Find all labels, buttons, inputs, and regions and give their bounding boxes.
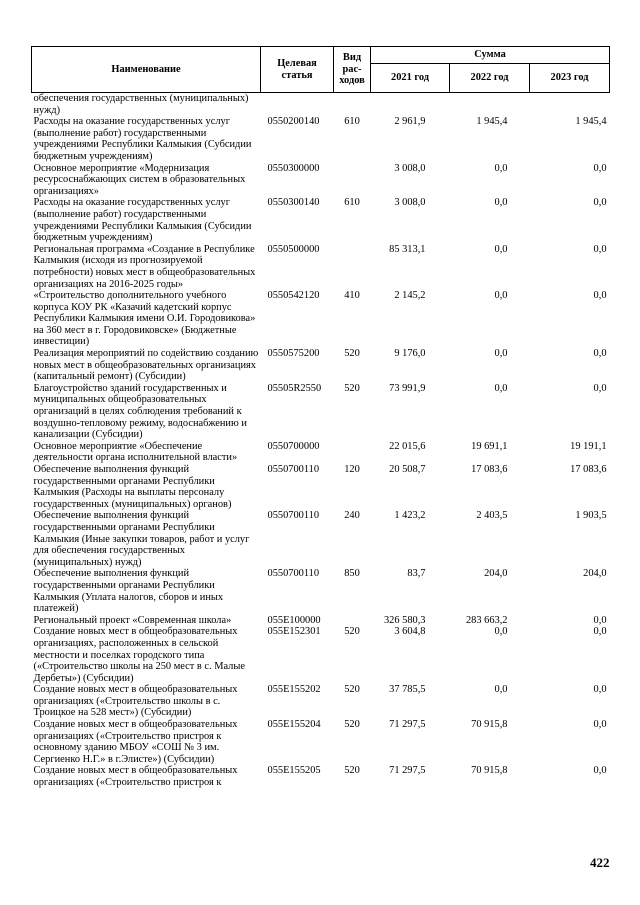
row-target-article: 055E155204 bbox=[267, 719, 321, 731]
table-row bbox=[32, 510, 610, 568]
row-sum-2023: 0,0 bbox=[593, 197, 607, 209]
row-sum-2021 bbox=[371, 93, 450, 117]
row-expense-type bbox=[334, 441, 371, 464]
row-sum-2022: 0,0 bbox=[494, 197, 508, 209]
table-row bbox=[32, 441, 610, 464]
row-name: обеспечения государственных (муниципальных) нужд) bbox=[33, 93, 249, 116]
row-sum-2023: 1 903,5 bbox=[575, 510, 607, 522]
table-row bbox=[32, 464, 610, 510]
row-sum-2022: 2 403,5 bbox=[476, 510, 508, 522]
row-target-article: 0550575200 bbox=[267, 348, 320, 360]
row-name: Обеспечение выполнения функций государственными органами Республики Калмыкия (Расходы на выплаты персоналу государственных (муниципальных) органов) bbox=[33, 464, 232, 510]
row-sum-2021: 71 297,5 bbox=[389, 765, 426, 777]
row-name: Создание новых мест в общеобразовательных организациях («Строительство пристроя к bbox=[33, 765, 238, 789]
header-year-2022: 2022 год bbox=[450, 64, 530, 93]
table-row bbox=[32, 290, 610, 348]
row-target-article: 055E152301 bbox=[267, 626, 321, 638]
table-row bbox=[32, 163, 610, 198]
table-row bbox=[32, 626, 610, 684]
row-name: Обеспечение выполнения функций государственными органами Республики Калмыкия (Уплата налогов, сборов и иных платежей) bbox=[33, 568, 224, 615]
row-expense-type: 240 bbox=[344, 510, 360, 522]
row-sum-2023: 0,0 bbox=[593, 162, 607, 174]
row-expense-type: 520 bbox=[344, 626, 360, 638]
table-row bbox=[32, 684, 610, 719]
row-name: Обеспечение выполнения функций государственными органами Республики Калмыкия (Иные закупки товаров, работ и услуг для обеспечения государственных (муниципальных) нужд) bbox=[33, 510, 250, 568]
row-target-article bbox=[261, 93, 334, 117]
row-expense-type: 610 bbox=[344, 197, 360, 209]
row-sum-2022: 70 915,8 bbox=[471, 765, 508, 777]
row-expense-type: 410 bbox=[344, 290, 360, 302]
row-expense-type: 520 bbox=[344, 684, 360, 696]
header-expense-type: Вид рас-ходов bbox=[334, 47, 371, 93]
row-expense-type bbox=[334, 615, 371, 627]
row-name: Основное мероприятие «Обеспечение деятельности органа исполнительной власти» bbox=[33, 440, 238, 464]
row-name: Региональный проект «Современная школа» bbox=[33, 614, 232, 626]
table-row bbox=[32, 383, 610, 441]
row-sum-2021: 1 423,2 bbox=[394, 510, 426, 522]
row-sum-2022: 0,0 bbox=[494, 382, 508, 394]
row-target-article: 0550700110 bbox=[267, 568, 320, 580]
row-sum-2022: 0,0 bbox=[494, 243, 508, 255]
table-row bbox=[32, 568, 610, 614]
row-expense-type bbox=[334, 163, 371, 198]
row-target-article: 055E155202 bbox=[267, 684, 321, 696]
table-body bbox=[32, 93, 610, 789]
row-expense-type: 520 bbox=[344, 348, 360, 360]
row-sum-2022: 204,0 bbox=[484, 568, 508, 580]
row-name: Основное мероприятие «Модернизация ресурсоснабжающих систем в образовательных организациях» bbox=[33, 162, 246, 197]
row-target-article: 0550542120 bbox=[267, 290, 320, 302]
row-sum-2021: 326 580,3 bbox=[383, 614, 426, 626]
row-name: «Строительство дополнительного учебного корпуса КОУ РК «Казачий кадетский корпус Республики Калмыкия имени О.И. Городовикова» на 360 мест в г. Городовиковске» (Бюджетные инвестиции) bbox=[33, 290, 256, 348]
row-name: Региональная программа «Создание в Республике Калмыкия (исходя из прогнозируемой потребности) новых мест в общеобразовательных организациях на 2016-2025 годы» bbox=[33, 243, 256, 290]
table-header bbox=[32, 47, 610, 93]
row-sum-2023: 0,0 bbox=[593, 614, 607, 626]
row-sum-2022: 0,0 bbox=[494, 162, 508, 174]
table-row bbox=[32, 348, 610, 383]
row-expense-type: 520 bbox=[344, 719, 360, 731]
row-target-article: 0550700000 bbox=[267, 440, 320, 452]
row-target-article: 05505R2550 bbox=[267, 382, 322, 394]
row-sum-2023: 0,0 bbox=[593, 243, 607, 255]
row-sum-2021: 20 508,7 bbox=[389, 464, 426, 475]
header-year-2021: 2021 год bbox=[371, 64, 450, 93]
row-sum-2021: 83,7 bbox=[407, 568, 426, 580]
row-sum-2021: 3 008,0 bbox=[394, 162, 426, 174]
row-target-article: 0550300000 bbox=[267, 162, 320, 174]
header-sum: Сумма bbox=[371, 47, 610, 64]
header-name: Наименование bbox=[32, 47, 261, 93]
row-sum-2023: 17 083,6 bbox=[570, 464, 607, 475]
row-sum-2023 bbox=[530, 93, 610, 117]
row-target-article: 055E100000 bbox=[267, 614, 321, 626]
row-sum-2021: 85 313,1 bbox=[389, 243, 426, 255]
row-sum-2021: 2 961,9 bbox=[394, 116, 426, 128]
table-row bbox=[32, 615, 610, 627]
row-expense-type: 520 bbox=[344, 765, 360, 777]
row-sum-2021: 73 991,9 bbox=[389, 382, 426, 394]
row-target-article: 0550200140 bbox=[267, 116, 320, 128]
row-expense-type: 520 bbox=[344, 382, 360, 394]
row-target-article: 0550500000 bbox=[267, 243, 320, 255]
row-sum-2022: 70 915,8 bbox=[471, 719, 508, 731]
row-sum-2021: 71 297,5 bbox=[389, 719, 426, 731]
header-target-article: Целевая статья bbox=[261, 47, 334, 93]
row-sum-2023: 0,0 bbox=[593, 290, 607, 302]
row-sum-2023: 0,0 bbox=[593, 626, 607, 638]
row-sum-2022: 0,0 bbox=[494, 626, 508, 638]
row-sum-2022: 0,0 bbox=[494, 290, 508, 302]
row-sum-2021: 9 176,0 bbox=[394, 348, 426, 360]
table-row bbox=[32, 244, 610, 290]
table-row bbox=[32, 197, 610, 243]
row-sum-2023: 204,0 bbox=[583, 568, 607, 580]
row-target-article: 0550700110 bbox=[267, 464, 320, 475]
table-row bbox=[32, 93, 610, 117]
row-expense-type: 610 bbox=[344, 116, 360, 128]
row-target-article: 0550700110 bbox=[267, 510, 320, 522]
row-sum-2021: 37 785,5 bbox=[389, 684, 426, 696]
row-sum-2022: 0,0 bbox=[494, 684, 508, 696]
row-sum-2023: 19 191,1 bbox=[570, 440, 607, 452]
row-expense-type: 120 bbox=[344, 464, 360, 475]
row-target-article: 0550300140 bbox=[267, 197, 320, 209]
row-sum-2022: 19 691,1 bbox=[471, 440, 508, 452]
table-row bbox=[32, 116, 610, 162]
budget-table bbox=[31, 46, 610, 789]
row-sum-2023: 0,0 bbox=[593, 348, 607, 360]
row-target-article: 055E155205 bbox=[267, 765, 321, 777]
row-sum-2022: 17 083,6 bbox=[471, 464, 508, 475]
row-sum-2022: 0,0 bbox=[494, 348, 508, 360]
row-sum-2023: 0,0 bbox=[593, 719, 607, 731]
row-expense-type: 850 bbox=[344, 568, 360, 580]
row-sum-2023: 0,0 bbox=[593, 382, 607, 394]
table-row bbox=[32, 719, 610, 765]
table-row bbox=[32, 765, 610, 788]
row-sum-2023: 1 945,4 bbox=[575, 116, 607, 128]
row-sum-2021: 3 008,0 bbox=[394, 197, 426, 209]
row-sum-2023: 0,0 bbox=[593, 765, 607, 777]
row-sum-2022 bbox=[450, 93, 530, 117]
row-sum-2022: 1 945,4 bbox=[476, 116, 508, 128]
row-name: Реализация мероприятий по содействию созданию новых мест в общеобразовательных организациях (капитальный ремонт) (Субсидии) bbox=[33, 348, 259, 383]
budget-table-page bbox=[31, 46, 609, 789]
row-name: Создание новых мест в общеобразовательных организациях («Строительство школы в с. Троицкое на 528 мест») (Субсидии) bbox=[33, 684, 238, 719]
row-name: Создание новых мест в общеобразовательных организациях («Строительство пристроя к основному зданию МБОУ «СОШ № 3 им. Сергиенко Н.Г.» в г.Элисте») (Субсидии) bbox=[33, 719, 238, 765]
row-name: Благоустройство зданий государственных и муниципальных общеобразовательных организаций в целях соблюдения требований к воздушно-тепловому режиму, водоснабжению и канализации (Субсидии) bbox=[33, 382, 247, 441]
row-sum-2021: 2 145,2 bbox=[394, 290, 426, 302]
row-name: Создание новых мест в общеобразовательных организациях, расположенных в сельской местности и поселках городского типа («Строительство школы на 250 мест в с. Малые Дербеты») (Субсидии) bbox=[33, 626, 245, 684]
header-year-2023: 2023 год bbox=[530, 64, 610, 93]
row-expense-type bbox=[334, 244, 371, 290]
row-name: Расходы на оказание государственных услуг (выполнение работ) государственными учреждениями Республики Калмыкия (Субсидии бюджетным учреждениям) bbox=[33, 197, 252, 244]
row-expense-type bbox=[334, 93, 371, 117]
row-sum-2023: 0,0 bbox=[593, 684, 607, 696]
row-sum-2021: 3 604,8 bbox=[394, 626, 426, 638]
row-name: Расходы на оказание государственных услуг (выполнение работ) государственными учреждениями Республики Калмыкия (Субсидии бюджетным учреждениям) bbox=[33, 116, 252, 162]
page-number: 422 bbox=[590, 855, 610, 870]
row-sum-2022: 283 663,2 bbox=[465, 614, 508, 626]
row-sum-2021: 22 015,6 bbox=[389, 440, 426, 452]
